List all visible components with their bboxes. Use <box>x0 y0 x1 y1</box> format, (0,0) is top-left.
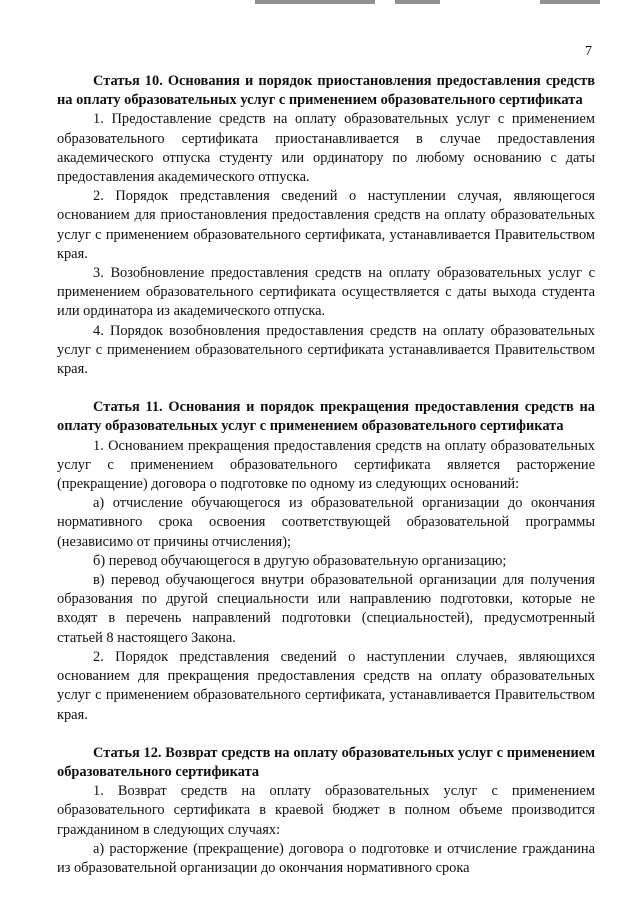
paragraph: б) перевод обучающегося в другую образовательную организацию; <box>93 552 507 569</box>
scan-artifact <box>540 0 600 4</box>
paragraph: 2. Порядок представления сведений о наступлении случая, являющегося основанием для приостановления предоставления средств на оплату образовательных услуг с применением образовательного сертификата, устанавливается Правительством края. <box>57 188 595 262</box>
scan-artifact <box>255 0 375 4</box>
article-12 <box>57 744 595 878</box>
paragraph: в) перевод обучающегося внутри образовательной организации для получения образования по другой специальности или направлению подготовки, которые не входят в перечень направлений подготовки (специальностей), предусмотренный статьей 8 настоящего Закона. <box>57 572 595 646</box>
article-heading: Статья 10. Основания и порядок приостановления предоставления средств на оплату образовательных услуг с применением образовательного сертификата <box>57 73 595 109</box>
document-body <box>57 72 595 878</box>
article-11 <box>57 398 595 724</box>
paragraph: а) расторжение (прекращение) договора о подготовке и отчисление гражданина из образовательной организации до окончания нормативного срока <box>57 840 595 876</box>
article-heading: Статья 12. Возврат средств на оплату образовательных услуг с применением образовательного сертификата <box>57 744 595 780</box>
paragraph: 3. Возобновление предоставления средств на оплату образовательных услуг с применением образовательного сертификата осуществляется с даты выхода студента или ординатора из академического отпуска. <box>57 265 595 320</box>
paragraph: 4. Порядок возобновления предоставления средств на оплату образовательных услуг с применением образовательного сертификата устанавливается Правительством края. <box>57 322 595 378</box>
section-gap <box>57 379 595 398</box>
paragraph: 2. Порядок представления сведений о наступлении случаев, являющихся основанием для прекращения предоставления средств на оплату образовательных услуг с применением образовательного сертификата, устанавливается Правительством края. <box>57 648 595 723</box>
paragraph: а) отчисление обучающегося из образовательной организации до окончания нормативного срока освоения соответствующей образовательной программы (независимо от причины отчисления); <box>57 495 595 550</box>
paragraph: 1. Предоставление средств на оплату образовательных услуг с применением образовательного сертификата приостанавливается в случае предоставления академического отпуска студенту или ординатору по любому основанию с даты предоставления академического отпуска. <box>57 111 595 186</box>
paragraph: 1. Основанием прекращения предоставления средств на оплату образовательных услуг с применением образовательного сертификата является расторжение (прекращение) договора о подготовке по одному из следующих оснований: <box>57 437 595 493</box>
paragraph: 1. Возврат средств на оплату образовательных услуг с применением образовательного сертификата в краевой бюджет в полном объеме производится гражданином в следующих случаях: <box>57 783 595 838</box>
section-gap <box>57 725 595 744</box>
scan-artifact <box>395 0 440 4</box>
page-number: 7 <box>585 44 592 59</box>
article-10 <box>57 72 595 379</box>
article-heading: Статья 11. Основания и порядок прекращения предоставления средств на оплату образовательных услуг с применением образовательного сертификата <box>57 399 595 435</box>
